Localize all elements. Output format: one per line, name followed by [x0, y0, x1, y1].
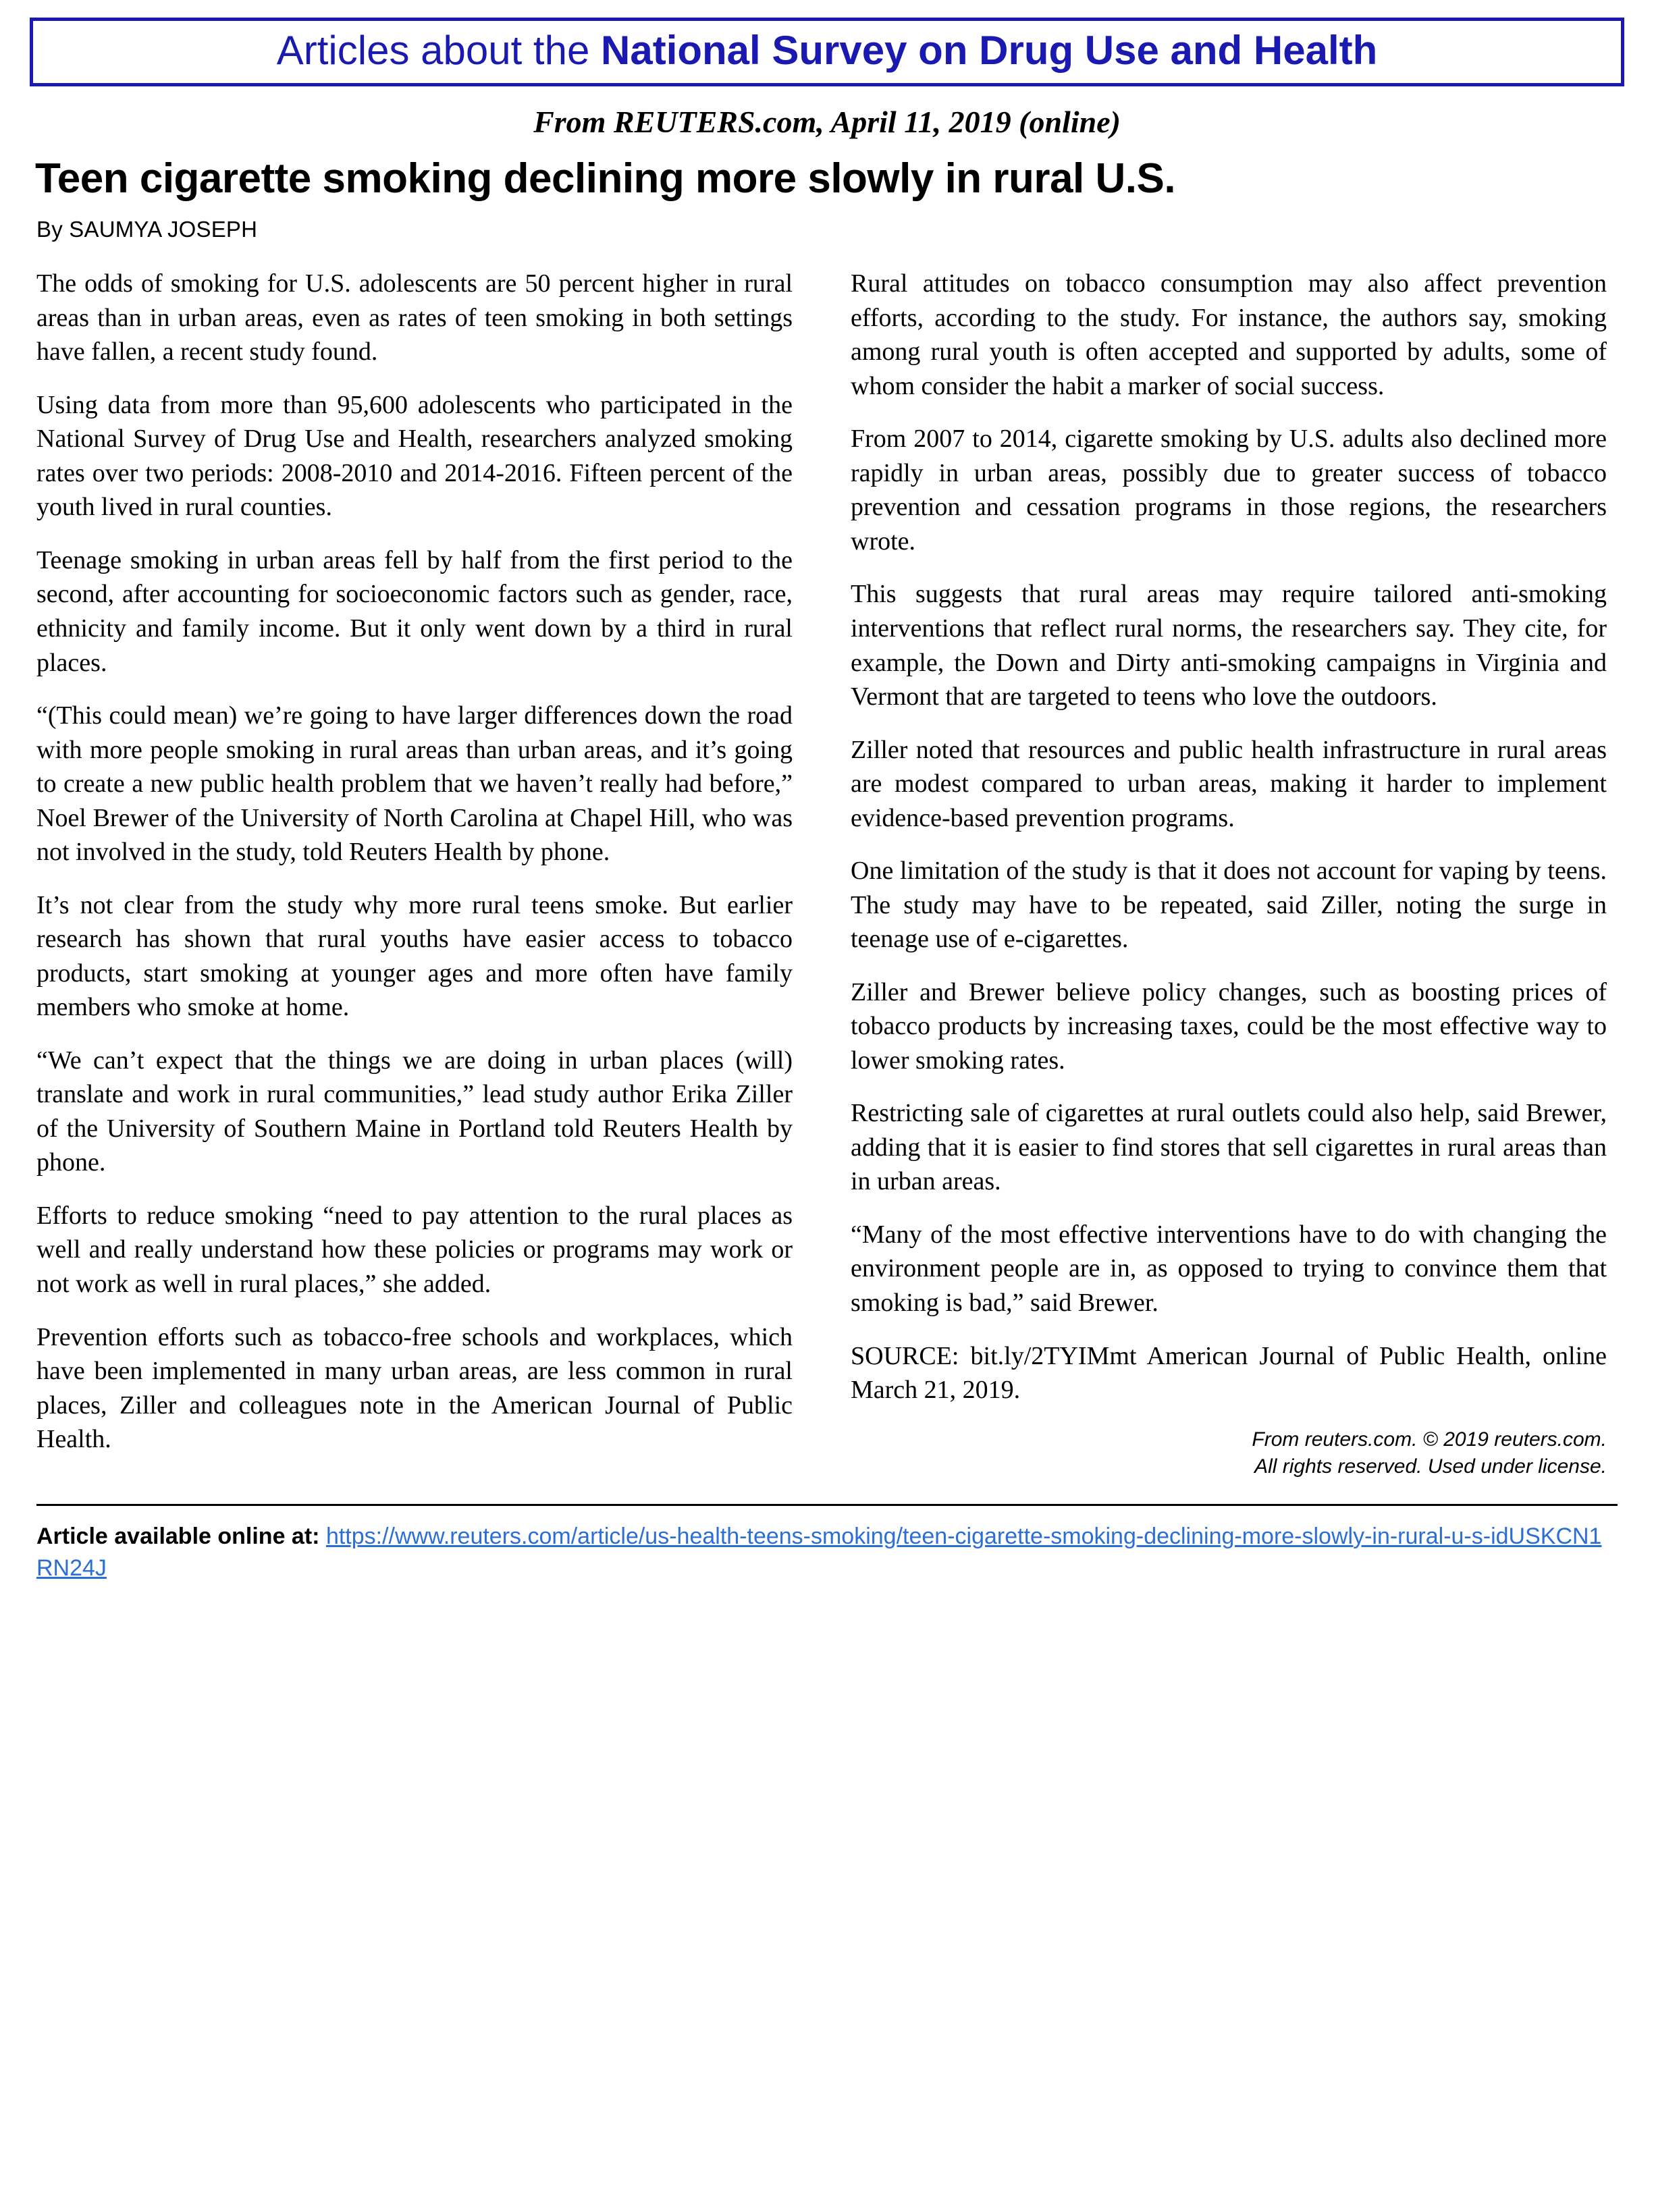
rights-line-2: All rights reserved. Used under license.: [1254, 1455, 1607, 1478]
banner-title-prefix: Articles about the: [276, 28, 602, 73]
paragraph: Rural attitudes on tobacco consumption may also affect prevention efforts, according to the study. For instance, the authors say, smoking among rural youth is often accepted and supported by adults, some of whom consider the habit a marker of social success.: [851, 269, 1607, 400]
paragraph: “Many of the most effective interventions have to do with changing the environment people are in, as opposed to trying to convince them that smoking is bad,” said Brewer.: [851, 1220, 1607, 1317]
paragraph: Prevention efforts such as tobacco-free schools and workplaces, which have been implemented in many urban areas, are less common in rural places, Ziller and colleagues note in the American Journal of Public Health.: [36, 1322, 793, 1454]
paragraph: “We can’t expect that the things we are doing in urban places (will) translate and work in rural communities,” lead study author Erika Ziller of the University of Southern Maine in Portland told Reuters Health by phone.: [36, 1046, 793, 1177]
banner-title: [40, 30, 1614, 71]
rights-notice: [851, 1426, 1607, 1481]
banner-title-bold: National Survey on Drug Use and Health: [601, 28, 1378, 73]
column-right: [851, 267, 1607, 1480]
byline: By SAUMYA JOSEPH: [36, 217, 258, 242]
page-title: Teen cigarette smoking declining more slowly in rural U.S.: [35, 155, 1176, 202]
paragraph: Ziller noted that resources and public health infrastructure in rural areas are modest compared to urban areas, making it harder to implement evidence-based prevention programs.: [851, 735, 1607, 832]
source-note: SOURCE: bit.ly/2TYIMmt American Journal of Public Health, online March 21, 2019.: [851, 1341, 1607, 1405]
paragraph: One limitation of the study is that it does not account for vaping by teens. The study may have to be repeated, said Ziller, noting the surge in teenage use of e-cigarettes.: [851, 857, 1607, 954]
footer-label: Article available online at:: [36, 1523, 320, 1549]
paragraph: Teenage smoking in urban areas fell by half from the first period to the second, after accounting for socioeconomic factors such as gender, race, ethnicity and family income. But it only went down by a third in rural places.: [36, 545, 793, 677]
paragraph: The odds of smoking for U.S. adolescents are 50 percent higher in rural areas than in urban areas, even as rates of teen smoking in both settings have fallen, a recent study found.: [36, 269, 793, 367]
paragraph: Using data from more than 95,600 adolescents who participated in the National Survey of Drug Use and Health, researchers analyzed smoking rates over two periods: 2008-2010 and 2014-2016. Fifteen percent of the youth lived in rural counties.: [36, 390, 793, 522]
column-left: [36, 267, 793, 1480]
footer: [27, 1506, 1627, 1598]
article-url-link[interactable]: https://www.reuters.com/article/us-health-teens-smoking/teen-cigarette-smoking-declining-more-slowly-in-rural-u-s-idUSKCN1RN24J: [36, 1523, 1602, 1582]
article-body: [27, 267, 1627, 1480]
header-banner: [30, 18, 1624, 86]
rights-line-1: From reuters.com. © 2019 reuters.com.: [1252, 1428, 1607, 1451]
paragraph: Restricting sale of cigarettes at rural outlets could also help, said Brewer, adding that it is easier to find stores that sell cigarettes in rural areas than in urban areas.: [851, 1099, 1607, 1196]
source-line: From REUTERS.com, April 11, 2019 (online): [533, 105, 1121, 139]
paragraph: From 2007 to 2014, cigarette smoking by U.S. adults also declined more rapidly in urban areas, possibly due to greater success of tobacco prevention and cessation programs in those regions, the researchers wrote.: [851, 425, 1607, 556]
paragraph: Efforts to reduce smoking “need to pay attention to the rural places as well and really understand how these policies or programs may work or not work as well in rural places,” she added.: [36, 1201, 793, 1298]
paragraph: It’s not clear from the study why more rural teens smoke. But earlier research has shown that rural youths have easier access to tobacco products, start smoking at younger ages and more often have family members who smoke at home.: [36, 890, 793, 1022]
paragraph: This suggests that rural areas may require tailored anti-smoking interventions that reflect rural norms, the researchers say. They cite, for example, the Down and Dirty anti-smoking campaigns in Virginia and Vermont that are targeted to teens who love the outdoors.: [851, 580, 1607, 711]
paragraph: Ziller and Brewer believe policy changes, such as boosting prices of tobacco products by increasing taxes, could be the most effective way to lower smoking rates.: [851, 977, 1607, 1075]
paragraph: “(This could mean) we’re going to have larger differences down the road with more people smoking in rural areas than urban areas, and it’s going to create a new public health problem that we haven’t really had before,” Noel Brewer of the University of North Carolina at Chapel Hill, who was not involved in the study, told Reuters Health by phone.: [36, 701, 793, 867]
